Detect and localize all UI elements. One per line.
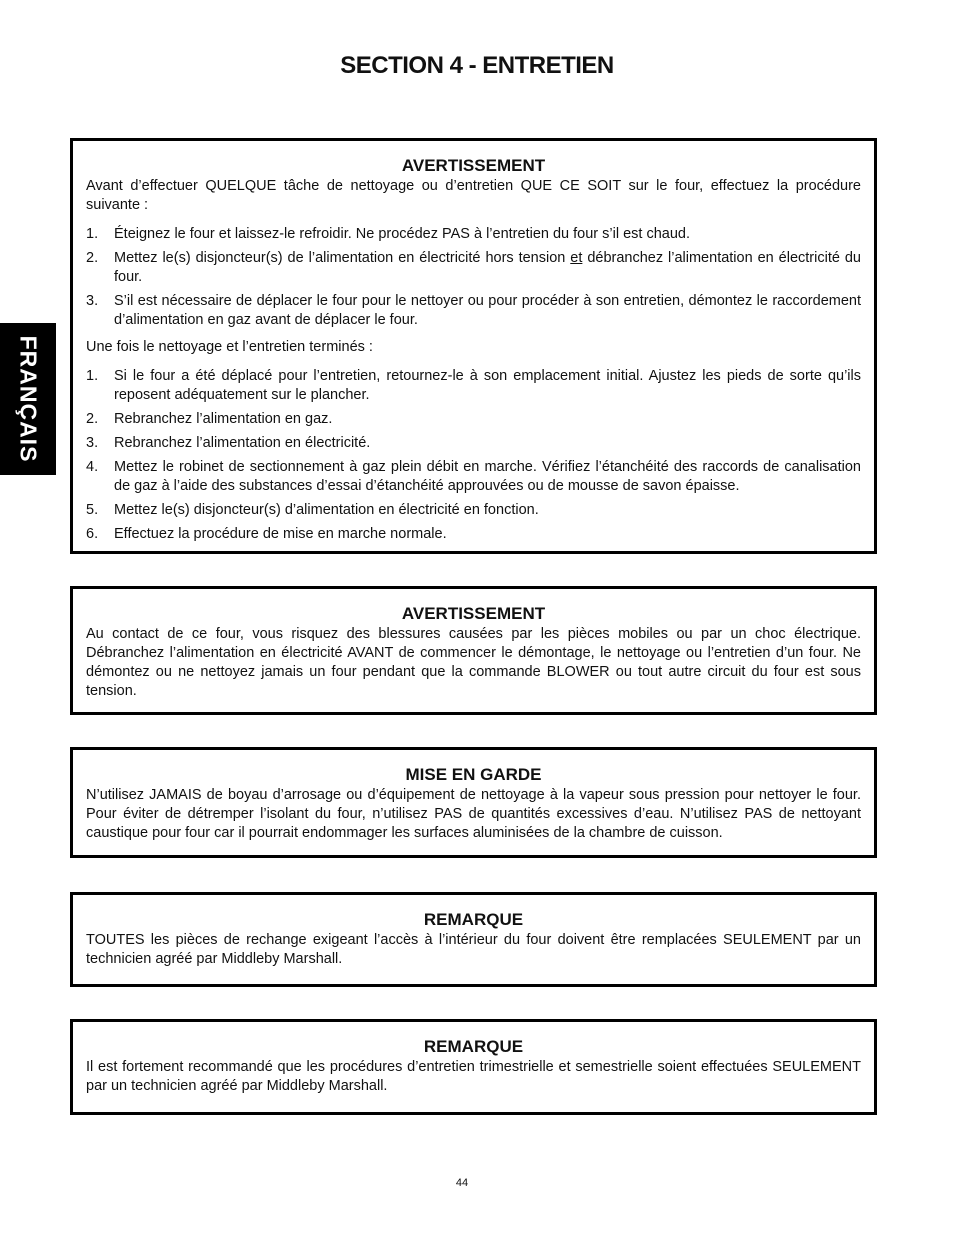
list-item-text: Mettez le robinet de sectionnement à gaz plein débit en marche. Vérifiez l’étanchéité des raccords de canalisation de gaz à l’aide des substances d’essai d’étanchéité approuvées ou de mousse de savon épaisse. — [114, 459, 861, 494]
warning-box-title: AVERTISSEMENT — [401, 604, 546, 623]
list-item-number: 2. — [86, 411, 99, 427]
language-side-tab-label: FRANÇAIS — [15, 335, 42, 463]
list-item — [86, 458, 861, 496]
page-number: 44 — [455, 1177, 469, 1189]
list-item-text-part: débranchez l’alimentation en électricité du four. — [114, 250, 861, 285]
list-item-number: 6. — [86, 526, 99, 542]
page-title: SECTION 4 - ENTRETIEN — [340, 52, 614, 79]
list-item-number: 1. — [86, 226, 99, 242]
list-item-text: S’il est nécessaire de déplacer le four pour le nettoyer ou pour procéder à son entretien, démontez le raccordement d’alimentation en gaz avant de déplacer le four. — [114, 293, 861, 328]
list-item-text — [114, 250, 861, 285]
warning-box-electric-shock — [70, 586, 877, 715]
list-item-number: 3. — [86, 293, 99, 309]
note-box-title: REMARQUE — [423, 910, 524, 929]
note-box-title: REMARQUE — [423, 1037, 524, 1056]
list-item — [86, 249, 861, 287]
after-maintenance-intro: Une fois le nettoyage et l’entretien terminés : — [86, 339, 373, 355]
list-item-number: 2. — [86, 250, 99, 266]
list-item — [86, 501, 861, 520]
list-item-text-part: Mettez le(s) disjoncteur(s) de l’alimentation en électricité hors tension — [114, 250, 571, 266]
list-item-text: Éteignez le four et laissez-le refroidir. Ne procédez PAS à l’entretien du four s’il est chaud. — [114, 226, 690, 242]
steps-before-list — [86, 225, 861, 330]
list-item-number: 1. — [86, 368, 99, 384]
list-item — [86, 434, 861, 453]
list-item-number: 5. — [86, 502, 99, 518]
caution-box — [70, 747, 877, 858]
list-item-text: Effectuez la procédure de mise en marche normale. — [114, 526, 447, 542]
language-side-tab — [0, 323, 56, 475]
list-item-text: Mettez le(s) disjoncteur(s) d’alimentation en électricité en fonction. — [114, 502, 539, 518]
list-item-number: 3. — [86, 435, 99, 451]
note-text: Il est fortement recommandé que les procédures d’entretien trimestrielle et semestrielle soient effectuées SEULEMENT par un technicien agréé par Middleby Marshall. — [86, 1059, 861, 1094]
note-box-maintenance-schedule — [70, 1019, 877, 1115]
warning-box-maintenance-procedure — [70, 138, 877, 554]
note-text: TOUTES les pièces de rechange exigeant l’accès à l’intérieur du four doivent être remplacées SEULEMENT par un technicien agréé par Middleby Marshall. — [86, 932, 861, 967]
warning-intro: Avant d’effectuer QUELQUE tâche de nettoyage ou d’entretien QUE CE SOIT sur le four, effectuez la procédure suivante : — [86, 178, 861, 213]
caution-text: N’utilisez JAMAIS de boyau d’arrosage ou d’équipement de nettoyage à la vapeur sous pression pour nettoyer le four. Pour éviter de détremper l’isolant du four, n’utilisez PAS de quantités excessives d’eau. N’utilisez PAS de nettoyant caustique pour four car il pourrait endommager les surfaces aluminisées de la chambre de cuisson. — [86, 787, 861, 841]
steps-after-list — [86, 367, 861, 544]
list-item-text: Rebranchez l’alimentation en électricité. — [114, 435, 371, 451]
list-item-number: 4. — [86, 459, 99, 475]
warning-box-title: AVERTISSEMENT — [401, 156, 546, 175]
list-item-text: Rebranchez l’alimentation en gaz. — [114, 411, 333, 427]
list-item-text: Si le four a été déplacé pour l’entretien, retournez-le à son emplacement initial. Ajustez les pieds de sorte qu’ils reposent adéquatement sur le plancher. — [114, 368, 861, 403]
list-item — [86, 292, 861, 330]
list-item — [86, 410, 861, 429]
warning-text: Au contact de ce four, vous risquez des blessures causées par les pièces mobiles ou par un choc électrique. Débranchez l’alimentation en électricité AVANT de commencer le démontage, le nettoyage ou l’entretien d’un four. Ne démontez ou ne nettoyez jamais un four pendant que la commande BLOWER ou tout autre circuit du four est sous tension. — [86, 626, 861, 699]
underlined-word: et — [570, 250, 583, 266]
caution-box-title: MISE EN GARDE — [405, 765, 542, 784]
list-item — [86, 225, 861, 244]
list-item — [86, 367, 861, 405]
note-box-replacement-parts — [70, 892, 877, 987]
list-item — [86, 525, 861, 544]
